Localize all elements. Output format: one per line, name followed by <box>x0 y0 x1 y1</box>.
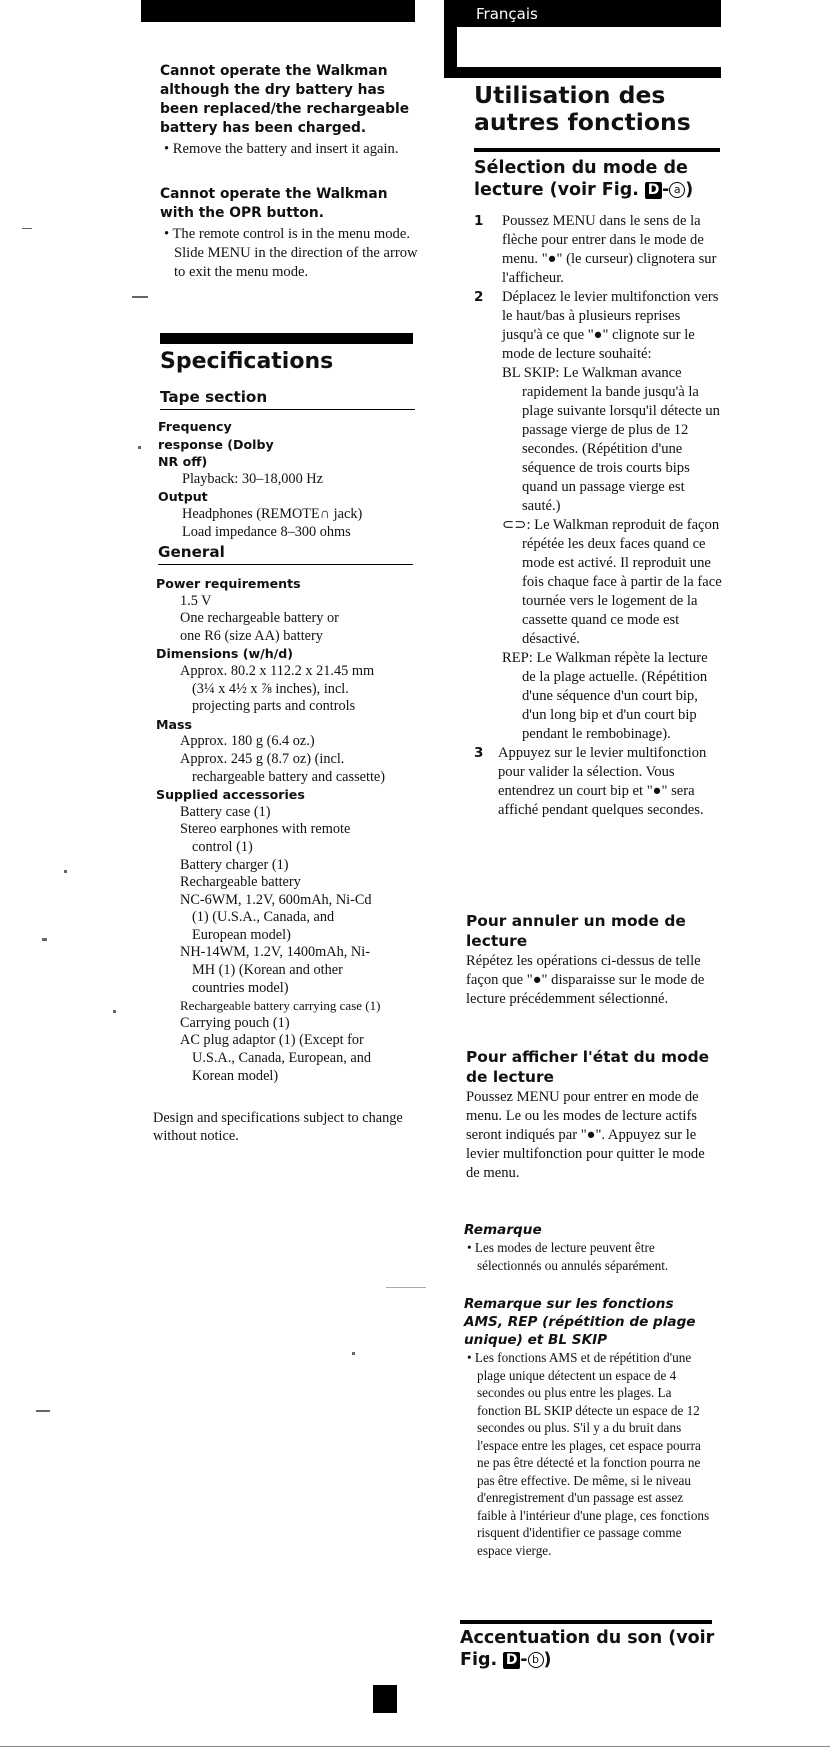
accent-rule <box>460 1620 712 1624</box>
accessory-item: (1) (U.S.A., Canada, and <box>192 909 335 926</box>
tape-section-heading: Tape section <box>160 388 415 410</box>
accessory-item: Korean model) <box>192 1067 279 1084</box>
accessory-item: Stereo earphones with remote <box>180 821 351 838</box>
accent-heading-text: Accentuation du son (voir Fig. <box>460 1628 715 1670</box>
remark-text: • Les fonctions AMS et de répétition d'une plage unique détectent un espace de 4 secondes ou plus entre les plages. La fonction BL SKIP détecte un espace de 12 secondes ou plus. S'il y a du bruit dans l'espace entre les plages, cet espace pourra ne pas être détecté et la fonction pourra ne pas être effective. De même, si le niveau d'enregistrement d'un passage est assez faible à l'intérieur d'une plage, ces fonctions risquent d'identifier ce passage comme espace vierge. <box>467 1350 710 1558</box>
spec-value: one R6 (size AA) battery <box>180 627 323 644</box>
spec-value: Load impedance 8–300 ohms <box>182 523 351 540</box>
spec-value: Approx. 245 g (8.7 oz) (incl. <box>180 750 345 767</box>
spec-label: Output <box>158 489 208 505</box>
selection-steps <box>474 212 724 820</box>
step <box>474 744 724 820</box>
accessory-item: Rechargeable battery carrying case (1) <box>180 998 381 1014</box>
mode-rep: REP: Le Walkman répète la lecture de la plage actuelle. (Répétition d'une séquence d'un court bip, d'un long bip et d'un court bip pendant le rembobinage). <box>502 650 708 742</box>
mode-reverse: ⊂⊃: Le Walkman reproduit de façon répétée les deux faces quand ce mode est activé. Il reproduit une fois chaque face à partir de la face tournée vers le logement de la cassette quand ce mode est désactivé. <box>502 517 722 647</box>
design-note: Design and specifications subject to change without notice. <box>153 1110 403 1144</box>
general-heading: General <box>158 543 413 565</box>
general-spec-list <box>156 575 426 1085</box>
spec-value: 1.5 V <box>180 592 212 609</box>
spec-label: Supplied accessories <box>156 787 305 803</box>
accessory-item: Battery case (1) <box>180 803 271 820</box>
selection-heading-text: Sélection du mode de lecture (voir Fig. <box>474 158 688 200</box>
trouble-title: Cannot operate the Walkman with the OPR button. <box>160 186 388 221</box>
trouble-item <box>160 62 420 159</box>
figure-d-icon: D <box>503 1652 520 1669</box>
spec-value: Headphones (REMOTE∩ jack) <box>182 505 363 522</box>
remark-1 <box>464 1221 716 1274</box>
top-left-black-bar <box>141 0 415 22</box>
accessory-item: control (1) <box>192 838 253 855</box>
spec-value: Approx. 180 g (6.4 oz.) <box>180 733 315 750</box>
spec-value: Approx. 80.2 x 112.2 x 21.45 mm <box>180 662 375 679</box>
spec-value: projecting parts and controls <box>192 698 356 715</box>
spec-value: (3¼ x 4½ x ⅞ inches), incl. <box>192 680 349 697</box>
figure-d-icon: D <box>645 182 662 199</box>
trouble-remedy: • The remote control is in the menu mode. Slide MENU in the direction of the arrow to exit the menu mode. <box>164 226 418 280</box>
trouble-title: Cannot operate the Walkman although the dry battery has been replaced/the rechargeable battery has been charged. <box>160 63 410 136</box>
scan-speck <box>64 870 67 873</box>
scan-speck <box>22 228 32 229</box>
accessory-item: NC-6WM, 1.2V, 600mAh, Ni-Cd <box>180 891 372 908</box>
step-number: 3 <box>474 745 484 761</box>
mode-list <box>474 364 724 744</box>
spec-label: Mass <box>156 716 193 732</box>
scan-speck <box>113 1010 116 1013</box>
show-heading: Pour afficher l'état du mode de lecture <box>466 1048 710 1086</box>
step <box>474 288 724 364</box>
scan-speck <box>42 938 47 941</box>
scan-speck <box>36 1410 50 1412</box>
selection-heading: Sélection du mode de lecture (voir Fig. D - a ) <box>474 158 694 200</box>
spec-label: Dimensions (w/h/d) <box>156 646 294 662</box>
remark-title: Remarque <box>464 1222 542 1238</box>
page-marker <box>373 1685 397 1713</box>
accessory-item: European model) <box>192 926 291 943</box>
step-text: Poussez MENU dans le sens de la flèche pour entrer dans le mode de menu. "●" (le curseur) clignotera sur l'afficheur. <box>502 213 717 286</box>
spec-label: Power requirements <box>156 576 301 591</box>
cancel-text: Répétez les opérations ci-dessus de telle façon que "●" disparaisse sur le mode de lecture précédemment sélectionné. <box>466 953 705 1007</box>
show-text: Poussez MENU pour entrer en mode de menu. Le ou les modes de lecture actifs seront indiqués par "●". Appuyez sur le levier multifonction pour quitter le mode de menu. <box>466 1089 705 1181</box>
accessory-item: U.S.A., Canada, European, and <box>192 1050 372 1067</box>
step-number: 2 <box>474 289 484 305</box>
remark-2 <box>464 1295 716 1559</box>
scan-speck <box>386 1287 426 1288</box>
spec-value: One rechargeable battery or <box>180 610 339 627</box>
step <box>474 212 724 288</box>
mode-blskip: BL SKIP: Le Walkman avance rapidement la bande jusqu'à la plage suivante lorsqu'il détecte un passage vierge de plus de 12 secondes. (Répétition d'une séquence de trois courts bips quand un passage vierge est sauté.) <box>502 365 720 514</box>
section-title: Utilisation des autres fonctions <box>474 81 691 136</box>
accessory-item: Carrying pouch (1) <box>180 1014 290 1031</box>
language-label: Français <box>476 5 538 23</box>
scan-speck <box>352 1352 355 1355</box>
remark-title: Remarque sur les fonctions AMS, REP (répétition de plage unique) et BL SKIP <box>464 1296 696 1348</box>
accessory-item: Battery charger (1) <box>180 856 289 873</box>
troubleshooting-section <box>160 62 420 308</box>
circled-b-icon: b <box>528 1652 544 1668</box>
step-number: 1 <box>474 213 484 229</box>
language-tab-edge <box>444 27 457 67</box>
trouble-item <box>160 185 420 282</box>
title-rule <box>474 148 720 152</box>
spec-value: Playback: 30–18,000 Hz <box>182 470 323 487</box>
step-text: Appuyez sur le levier multifonction pour valider la sélection. Vous entendrez un court bip et "●" sera affiché pendant quelques secondes. <box>498 745 707 818</box>
accessory-item: AC plug adaptor (1) (Except for <box>180 1032 364 1049</box>
bottom-edge <box>0 1746 830 1747</box>
accessory-item: NH-14WM, 1.2V, 1400mAh, Ni- <box>180 944 370 961</box>
remark-text: • Les modes de lecture peuvent être sélectionnés ou annulés séparément. <box>467 1240 669 1273</box>
specifications-title: Specifications <box>160 349 334 374</box>
accessory-item: Rechargeable battery <box>180 874 301 891</box>
step-text: Déplacez le levier multifonction vers le haut/bas à plusieurs reprises jusqu'à ce que "●" clignote sur le mode de lecture souhaité: <box>502 289 719 362</box>
spec-label: Frequency response (Dolby NR off) <box>158 419 274 470</box>
cancel-heading: Pour annuler un mode de lecture <box>466 912 686 950</box>
trouble-remedy: • Remove the battery and insert it again. <box>164 141 399 157</box>
spec-value: rechargeable battery and cassette) <box>192 768 386 785</box>
accessory-item: MH (1) (Korean and other <box>192 962 343 979</box>
scan-speck <box>138 446 141 449</box>
tape-spec-list <box>158 418 418 541</box>
section-divider-bar <box>160 333 413 344</box>
accent-heading: Accentuation du son (voir Fig. D - b ) <box>460 1628 715 1670</box>
accessory-item: countries model) <box>192 979 289 996</box>
scan-speck <box>132 296 148 298</box>
circled-a-icon: a <box>669 182 685 198</box>
language-header-underbar <box>444 67 721 78</box>
